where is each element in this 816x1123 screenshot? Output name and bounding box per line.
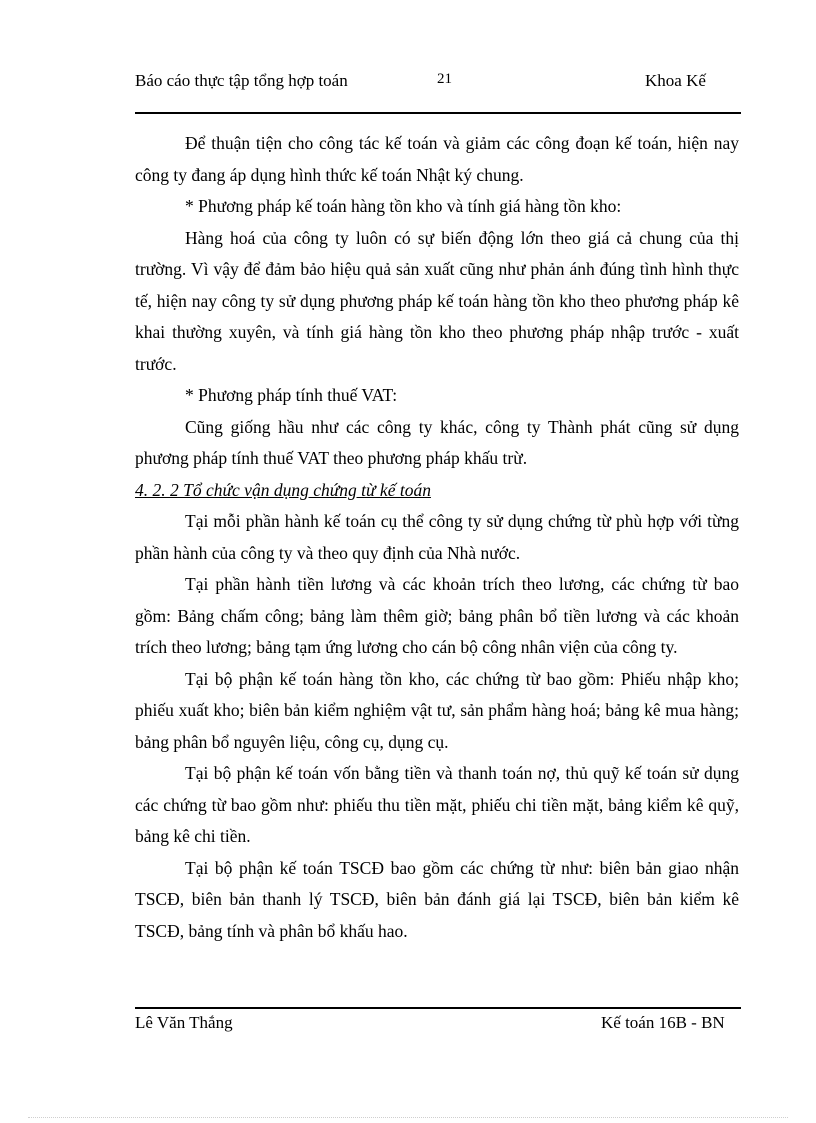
paragraph-vat-method-title: * Phương pháp tính thuế VAT:: [185, 385, 398, 405]
header-divider: [135, 112, 741, 114]
paragraph-vat-method: Cũng giống hầu như các công ty khác, công ty Thành phát cũng sử dụng phương pháp tính thuế VAT theo phương pháp khấu trừ.: [135, 416, 739, 468]
header-page-number: 21: [437, 71, 452, 87]
paragraph-fixed-asset-documents: Tại bộ phận kế toán TSCĐ bao gồm các chứng từ như: biên bản giao nhận TSCĐ, biên bản thanh lý TSCĐ, biên bản đánh giá lại TSCĐ, biên bản kiểm kê TSCĐ, bảng tính và phân bổ khấu hao.: [135, 857, 739, 941]
paragraph-accounting-form: Để thuận tiện cho công tác kế toán và giảm các công đoạn kế toán, hiện nay công ty đang áp dụng hình thức kế toán Nhật ký chung.: [135, 133, 739, 185]
section-heading: 4. 2. 2 Tổ chức vận dụng chứng từ kế toán: [135, 479, 431, 500]
paragraph-inventory-documents: Tại bộ phận kế toán hàng tồn kho, các chứng từ bao gồm: Phiếu nhập kho; phiếu xuất kho; biên bản kiểm nghiệm vật tư, sản phẩm hàng hoá; bảng kê mua hàng; bảng phân bổ nguyên liệu, công cụ, dụng cụ.: [135, 668, 739, 752]
page-header: [135, 68, 741, 114]
footer-class: Kế toán 16B - BN: [601, 1013, 725, 1032]
footer-author: Lê Văn Thắng: [135, 1013, 233, 1032]
paragraph-inventory-method-title: * Phương pháp kế toán hàng tồn kho và tính giá hàng tồn kho:: [185, 196, 622, 216]
paragraph-inventory-method: Hàng hoá của công ty luôn có sự biến động lớn theo giá cả chung của thị trường. Vì vậy để đảm bảo hiệu quả sản xuất cũng như phản ánh đúng tình hình thực tế, hiện nay công ty sử dụng phương pháp kế toán hàng tồn kho theo phương pháp kê khai thường xuyên, và tính giá hàng tồn kho theo phương pháp nhập trước - xuất trước.: [135, 227, 739, 374]
page-bottom-edge: [28, 1117, 788, 1118]
header-department: Khoa Kế: [645, 71, 706, 90]
paragraph-salary-documents: Tại phần hành tiền lương và các khoản trích theo lương, các chứng từ bao gồm: Bảng chấm công; bảng làm thêm giờ; bảng phân bổ tiền lương và các khoản trích theo lương; bảng tạm ứng lương cho cán bộ công nhân viện của công ty.: [135, 574, 739, 657]
paragraph-cash-documents: Tại bộ phận kế toán vốn bằng tiền và thanh toán nợ, thủ quỹ kế toán sử dụng các chứng từ bao gồm như: phiếu thu tiền mặt, phiếu chi tiền mặt, bảng kiểm kê quỹ, bảng kê chi tiền.: [135, 763, 739, 846]
header-report-title: Báo cáo thực tập tổng hợp toán: [135, 71, 348, 90]
paragraph-documents-general: Tại mỗi phần hành kế toán cụ thể công ty sử dụng chứng từ phù hợp với từng phần hành của công ty và theo quy định của Nhà nước.: [135, 511, 739, 563]
document-body: [135, 128, 739, 947]
footer-divider: [135, 1007, 741, 1009]
